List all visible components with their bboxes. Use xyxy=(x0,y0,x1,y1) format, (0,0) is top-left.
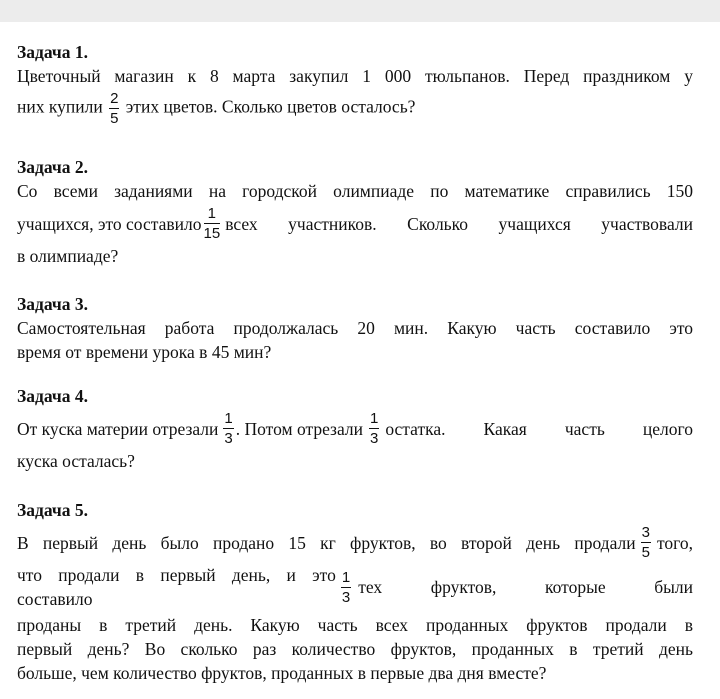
problem-text-line: Со всеми заданиями на городской олимпиаде по математике справились 150 xyxy=(17,181,693,201)
fraction-denominator: 5 xyxy=(641,544,650,561)
text-fragment: всех участников. Сколько учащихся участвовали xyxy=(225,213,693,234)
problem-text-line xyxy=(17,90,693,127)
problem-1 xyxy=(17,40,693,127)
problem-text-line: Самостоятельная работа продолжалась 20 мин. Какую часть составило это xyxy=(17,318,693,338)
text-fragment: . Потом отрезали xyxy=(235,418,363,439)
problem-title: Задача 3. xyxy=(17,294,89,314)
problem-text-line: в олимпиаде? xyxy=(17,246,119,266)
problem-text-line: проданы в третий день. Какую часть всех проданных фруктов продали в xyxy=(17,615,693,635)
fraction-denominator: 3 xyxy=(369,430,379,447)
text-fragment: В первый день было продано 15 кг фруктов, во второй день продали xyxy=(17,532,636,553)
text-fragment: них купили xyxy=(17,96,103,117)
text-fragment: тех фруктов, которые были xyxy=(358,577,693,597)
problem-3 xyxy=(17,292,693,364)
problem-text-line: больше, чем количество фруктов, проданных в первые два дня вместе? xyxy=(17,663,547,683)
fraction xyxy=(109,90,119,127)
text-fragment: остатка. Какая часть целого xyxy=(385,418,693,439)
problem-2 xyxy=(17,155,693,268)
problem-text-line xyxy=(17,205,693,242)
text-fragment: того, xyxy=(656,532,693,553)
fraction-denominator: 5 xyxy=(110,110,119,127)
problem-title: Задача 5. xyxy=(17,500,89,520)
fraction-numerator: 1 xyxy=(369,410,379,427)
problem-text-line: время от времени урока в 45 мин? xyxy=(17,342,272,362)
fraction xyxy=(641,524,651,561)
problem-title: Задача 2. xyxy=(17,157,89,177)
problem-title: Задача 1. xyxy=(17,42,89,62)
fraction-denominator: 15 xyxy=(203,225,221,242)
problem-title: Задача 4. xyxy=(17,386,89,406)
fraction-denominator: 3 xyxy=(224,430,233,447)
fraction-numerator: 2 xyxy=(110,90,119,107)
fraction xyxy=(204,205,221,242)
text-fragment: этих цветов. Сколько цветов осталось? xyxy=(125,96,416,117)
problem-text-line: первый день? Во сколько раз количество фруктов, проданных в третий день xyxy=(17,639,693,659)
fraction xyxy=(341,569,351,606)
problem-text-line xyxy=(17,563,693,611)
fraction xyxy=(223,410,233,447)
top-bar xyxy=(0,0,720,22)
fraction-numerator: 1 xyxy=(224,410,233,427)
problem-text-line: куска осталась? xyxy=(17,451,135,471)
text-fragment: От куска материи отрезали xyxy=(17,418,219,439)
fraction-numerator: 3 xyxy=(641,524,650,541)
fraction-numerator: 1 xyxy=(341,568,351,586)
fraction-numerator: 1 xyxy=(204,205,221,224)
problem-text-line xyxy=(17,524,693,561)
text-fragment: учащихся, это составило xyxy=(17,213,202,234)
fraction xyxy=(369,410,379,447)
text-fragment: что продали в первый день, и это составило xyxy=(17,565,336,609)
problem-4 xyxy=(17,384,693,473)
problem-text-line: Цветочный магазин к 8 марта закупил 1 000 тюльпанов. Перед праздником у xyxy=(17,66,693,86)
problem-text-line xyxy=(17,410,693,447)
fraction-denominator: 3 xyxy=(341,588,351,606)
problem-5 xyxy=(17,498,693,685)
